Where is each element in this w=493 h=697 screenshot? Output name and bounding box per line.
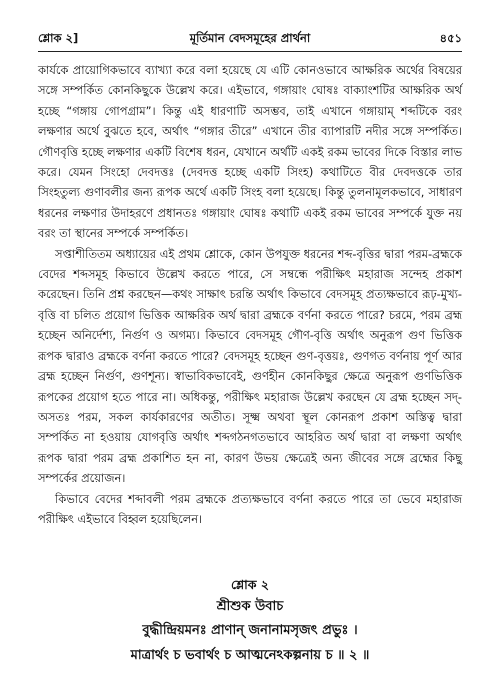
- purport-text: [38, 60, 462, 529]
- running-header: [38, 30, 462, 48]
- paragraph: কিভাবে বেদের শব্দাবলী পরম ব্রহ্মকে প্রত্যক্ষভাবে বর্ণনা করতে পারে তা ভেবে মহারাজ পরীক্ষিৎ এইভাবে বিহ্বল হয়েছিলেন।: [38, 491, 462, 526]
- verse-speaker: শ্রীশুক উবাচ: [216, 599, 284, 614]
- verse-line: মাত্রার্থং চ ভবার্থং চ আত্মনেঽকল্পনায় চ ॥ ২ ॥: [130, 648, 370, 663]
- verse-number: শ্লোক ২: [230, 577, 270, 592]
- page-number: ৪৫১: [439, 31, 462, 45]
- header-chapter-title: মূর্তিমান বেদসমূহের প্রার্থনা: [189, 31, 311, 45]
- paragraph: সপ্তাশীতিতম অধ্যায়ের এই প্রথম শ্লোকে, কোন উপযুক্ত ধরনের শব্দ-বৃত্তির দ্বারা পরম-ব্রহ্মকে বেদের শব্দসমূহ কিভাবে উল্লেখ করতে পারে, সে সম্বন্ধে পরীক্ষিৎ মহারাজ সন্দেহ প্রকাশ করেছেন। তিনি প্রশ্ন করছেন—কথং সাক্ষাৎ চরন্তি অর্থাৎ কিভাবে বেদসমূহ প্রত্যক্ষভাবে রূঢ়-মুখ্য-বৃত্তি বা চলিত প্রয়োগ ভিত্তিক আক্ষরিক অর্থ দ্বারা ব্রহ্মকে বর্ণনা করতে পারে? চরমে, পরম ব্রহ্ম হচ্ছেন অনির্দেশ্য, নির্গুণ ও অগম্য। কিভাবে বেদসমূহ গৌণ-বৃত্তি অর্থাৎ অনুরূপ গুণ ভিত্তিক রূপক দ্বারাও ব্রহ্মকে বর্ণনা করতে পারে? বেদসমূহ হচ্ছেন গুণ-বৃত্তয়ঃ, গুণগত বর্ণনায় পূর্ণ আর ব্রহ্ম হচ্ছেন নির্গুণ, গুণশূন্য। স্বাভাবিকভাবেই, গুণহীন কোনকিছুর ক্ষেত্রে অনুরূপ গুণভিত্তিক রূপকের প্রয়োগ হতে পারে না। অধিকন্তু, পরীক্ষিৎ মহারাজ উল্লেখ করছেন যে ব্রহ্ম হচ্ছেন সদ্-অসতঃ পরম, সকল কার্যকারণের অতীত। সূক্ষ্ম অথবা স্থূল কোনরূপ প্রকাশ অস্তিত্ব দ্বারা সম্পর্কিত না হওয়ায় যোগবৃত্তি অর্থাৎ শব্দগঠনগতভাবে আহরিত অর্থ দ্বারা বা লক্ষণা অর্থাৎ রূপক দ্বারা পরম ব্রহ্ম প্রকাশিত হন না, কারণ উভয় ক্ষেত্রেই অন্য জীবের সঙ্গে ব্রহ্মের কিছু সম্পর্কের প্রয়োজন।: [38, 246, 462, 486]
- header-verse-ref: শ্লোক ২]: [38, 31, 79, 45]
- verse-block: [38, 574, 462, 668]
- paragraph: কার্যকে প্রায়োগিকভাবে ব্যাখ্যা করে বলা হয়েছে যে এটি কোনওভাবে আক্ষরিক অর্থের বিষয়ের সঙ্গে সম্পর্কিত কোনকিছুকে উল্লেখ করে। এইভাবে, গঙ্গায়াং ঘোষঃ বাক্যাংশটির আক্ষরিক অর্থ হচ্ছে “গঙ্গায় গোপগ্রাম”। কিন্তু এই ধারণাটি অসম্ভব, তাই এখানে গঙ্গায়াম্ শব্দটিকে বরং লক্ষণার অর্থে বুঝতে হবে, অর্থাৎ “গঙ্গার তীরে” এখানে তীর ব্যাপারটি নদীর সঙ্গে সম্পর্কিত। গৌণবৃত্তি হচ্ছে লক্ষণার একটি বিশেষ ধরন, যেখানে অর্থটি একই রকম ভাবের দিকে বিস্তার লাভ করে। যেমন সিংহো দেবদত্তঃ (দেবদত্ত হচ্ছে একটি সিংহ) কথাটিতে বীর দেবদত্তকে তার সিংহতুল্য গুণাবলীর জন্য রূপক অর্থে একটি সিংহ বলা হয়েছে। কিন্তু তুলনামূলকভাবে, সাধারণ ধরনের লক্ষণার উদাহরণে প্রধানতঃ গঙ্গায়াং ঘোষঃ কথাটি একই রকম ভাবের সম্পর্কে যুক্ত নয় বরং তা স্থানের সম্পর্কে সম্পর্কিত।: [38, 63, 462, 241]
- verse-line: বুদ্ধীন্দ্রিয়মনঃ প্রাণান্ জনানামসৃজৎ প্রভুঃ ।: [142, 623, 358, 638]
- header-divider: [38, 51, 462, 52]
